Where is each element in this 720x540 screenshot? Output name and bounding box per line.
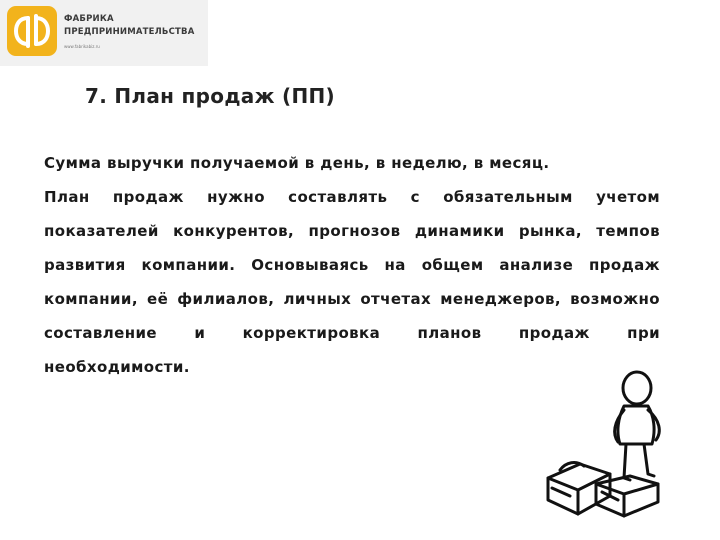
logo-title (64, 13, 194, 39)
logo-line-2: ПРЕДПРИНИМАТЕЛЬСТВА (64, 27, 195, 37)
slide-title: 7. План продаж (ПП) (85, 84, 335, 108)
logo-subline: www.fabrikabiz.ru (64, 44, 100, 49)
body-paragraph-main: План продаж нужно составлять с обязательным учетом показателей конкурентов, прогнозов динамики рынка, темпов развития компании. Основываясь на общем анализе продаж компании, её филиалов, личных отчетах менеджеров, возможно составление и корректировка планов продаж при необходимости. (44, 188, 660, 376)
slide-body (44, 146, 660, 384)
logo-line-1: ФАБРИКА (64, 14, 114, 24)
factory-logo-icon (7, 6, 57, 56)
body-paragraph-intro: Сумма выручки получаемой в день, в неделю, в месяц. (44, 154, 550, 172)
man-standing-on-boxes-icon (540, 366, 690, 518)
company-logo (0, 0, 208, 66)
